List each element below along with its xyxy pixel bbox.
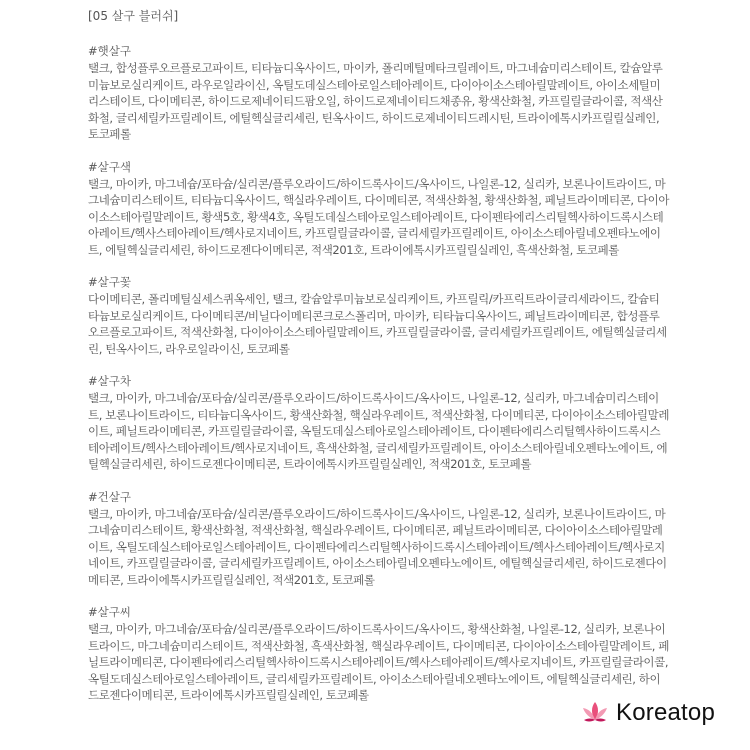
ingredient-list: 탤크, 마이카, 마그네슘/포타슘/실리콘/플루오라이드/하이드록사이드/옥사이드, 나일론-12, 실리카, 보론나이트라이드, 마그네슘미리스테이트, 황색산화철, 적색산화철, 핵실라우레이트, 다이메티콘, 페닐트라이메티콘, 다이아이소스테아릴말레이트, 옥틸도데실스테아로일스테아레이트, 다이펜타에리스리틸헥사하이드록시스테아레이트/헥사스테아레이트/헥사로지네이트, 카프릴릴글라이콜, 글리세릴카프릴레이트, 아이소스테아릴네오펜타노에이트, 에틸헥실글리세린, 하이드로젠다이메티콘, 트라이에톡시카프릴릴실레인, 적색201호, 토코페롤 [88,506,667,587]
section-salgussi [88,604,670,704]
section-salgukkot [88,274,670,357]
section-title: #살구색 [88,159,131,174]
section-title: #살구꽃 [88,275,131,289]
ingredient-list: 다이메티콘, 폴리메틸실세스퀴옥세인, 탤크, 칼슘알루미늄보로실리케이트, 카프릴릭/카프릭트라이글리세라이드, 칼슘티타늄보로실리케이트, 다이메티콘/비닐다이메티콘크로스폴리머, 마이카, 티타늄디옥사이드, 페닐트라이메티콘, 합성플루오르플로고파이트, 적색산화철, 다이아이소스테아릴말레이트, 카프릴릴글라이콜, 글리세릴카프릴레이트, 에틸헥실글리세린, 틴옥사이드, 라우로일라이신, 토코페롤 [88,292,667,356]
watermark-text: Koreatop [616,699,716,726]
ingredient-list: 탤크, 합성플루오르플로고파이트, 티타늄디옥사이드, 마이카, 폴리메틸메타크릴레이트, 마그네슘미리스테이트, 칼슘알루미늄보로실리케이트, 라우로일라이신, 옥틸도데실스테아로일스테아레이트, 다이아이소스테아릴말레이트, 아이소세틸미리스테이트, 다이메티콘, 하이드로제네이티드팜오일, 하이드로제네이티드채종유, 황색산화철, 카프릴릴글라이콜, 적색산화철, 글리세릴카프릴레이트, 에틸헥실글리세린, 틴옥사이드, 하이드로제네이티드레시틴, 트라이에톡시카프릴릴실레인, 토코페롤 [88,61,663,141]
section-title: #살구씨 [88,605,131,619]
section-title: #건살구 [88,489,131,504]
document-heading: [05 살구 블러쉬] [88,9,179,23]
section-title: #살구차 [88,374,131,388]
section-salgusaek [88,159,670,259]
section-haetsalgu [88,43,670,143]
ingredient-list: 탤크, 마이카, 마그네슘/포타슘/실리콘/플루오라이드/하이드록사이드/옥사이드, 황색산화철, 나일론-12, 실리카, 보론나이트라이드, 마그네슘미리스테이트, 적색산화철, 흑색산화철, 핵실라우레이트, 다이메티콘, 다이아이소스테아릴말레이트, 페닐트라이메티콘, 다이펜타에리스리틸헥사하이드록시스테아레이트/헥사스테아레이트/헥사로지네이트, 카프릴릴글라이콜, 옥틸도데실스테아로일스테아레이트, 글리세릴카프릴레이트, 아이소스테아릴네오펜타노에이트, 에틸헥실글리세린, 하이드로젠다이메티콘, 트라이에톡시카프릴릴실레인, 토코페롤 [88,622,670,702]
section-salgucha [88,373,670,473]
ingredient-list: 탤크, 마이카, 마그네슘/포타슘/실리콘/플루오라이드/하이드록사이드/옥사이드, 나일론-12, 실리카, 마그네슘미리스테이트, 보론나이트라이드, 티타늄디옥사이드, 황색산화철, 핵실라우레이트, 적색산화철, 다이메티콘, 다이아이소스테아릴말레이트, 페닐트라이메티콘, 카프릴릴글라이콜, 옥틸도데실스테아로일스테아레이트, 다이펜타에리스리틸헥사하이드록시스테아레이트/헥사스테아레이트/헥사로지네이트, 흑색산화철, 글리세릴카프릴레이트, 아이소스테아릴네오펜타노에이트, 에틸헥실글리세린, 하이드로젠다이메티콘, 트라이에톡시카프릴릴실레인, 적색201호, 토코페롤 [88,391,670,471]
section-title: #햇살구 [88,44,131,58]
ingredient-list: 탤크, 마이카, 마그네슘/포타슘/실리콘/플루오라이드/하이드록사이드/옥사이드, 나일론-12, 실리카, 보론나이트라이드, 마그네슘미리스테이트, 티타늄디옥사이드, 핵실라우레이트, 다이메티콘, 적색산화철, 황색산화철, 페닐트라이메티콘, 다이아이소스테아릴말레이트, 황색5호, 황색4호, 옥틸도데실스테아로일스테아레이트, 다이펜타에리스리틸헥사하이드록시스테아레이트/헥사스테아레이트/헥사로지네이트, 카프릴릴글라이콜, 글리세릴카프릴레이트, 아이소스테아릴네오펜타노에이트, 에틸헥실글리세린, 하이드로젠다이메티콘, 적색201호, 트라이에톡시카프릴릴실레인, 흑색산화철, 토코페롤 [88,176,670,257]
lotus-icon [580,698,610,728]
section-geonsalgu [88,489,670,589]
ingredient-document [88,8,670,720]
koreatop-watermark [580,697,715,729]
